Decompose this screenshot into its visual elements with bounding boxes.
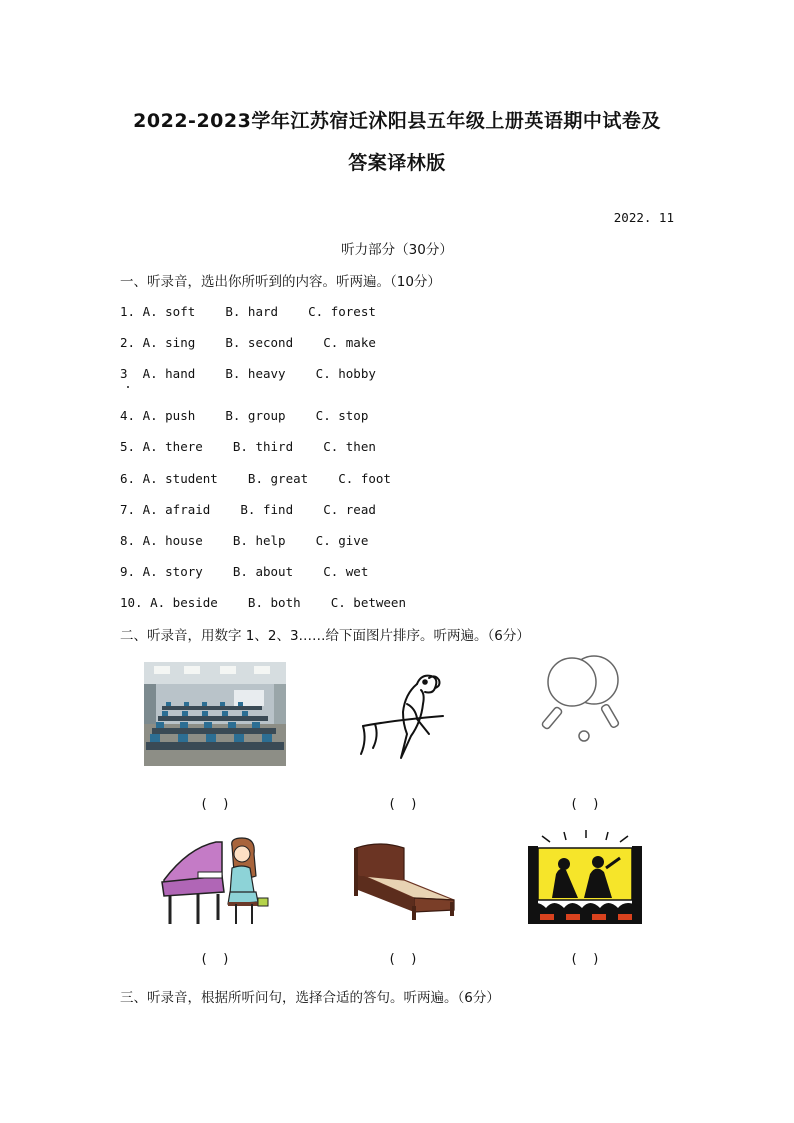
answer-blank-5[interactable]: ( ) [389,952,417,967]
listening-header: 听力部分（30分） [341,242,453,258]
question-4: 4. A. push B. group C. stop [120,408,369,423]
bed-picture [350,840,458,922]
title-line-2: 答案译林版 [348,152,446,174]
answer-blank-2[interactable]: ( ) [389,797,417,812]
section3-heading: 三、听录音，根据所听问句，选择合适的答句。听两遍。（6分） [120,990,500,1006]
title-line-1: 2022-2023学年江苏宿迁沭阳县五年级上册英语期中试卷及 [133,110,661,132]
question-3-dot [127,386,129,388]
question-8: 8. A. house B. help C. give [120,533,369,548]
question-1: 1. A. soft B. hard C. forest [120,304,376,319]
parrot-picture [355,664,447,762]
question-6: 6. A. student B. great C. foot [120,471,391,486]
question-7: 7. A. afraid B. find C. read [120,502,376,517]
ping-pong-picture [538,652,630,744]
section2-heading: 二、听录音，用数字 1、2、3……给下面图片排序。听两遍。（6分） [120,628,530,644]
piano-girl-picture [158,836,270,928]
cinema-picture [524,828,646,928]
question-3: 3 A. hand B. heavy C. hobby [120,366,376,381]
question-5: 5. A. there B. third C. then [120,439,376,454]
computer-room-picture [144,662,286,766]
question-10: 10. A. beside B. both C. between [120,595,406,610]
section1-heading: 一、听录音，选出你所听到的内容。听两遍。（10分） [120,274,441,290]
answer-blank-1[interactable]: ( ) [201,797,229,812]
answer-blank-4[interactable]: ( ) [201,952,229,967]
answer-blank-3[interactable]: ( ) [571,797,599,812]
question-2: 2. A. sing B. second C. make [120,335,376,350]
question-9: 9. A. story B. about C. wet [120,564,369,579]
answer-blank-6[interactable]: ( ) [571,952,599,967]
exam-date: 2022. 11 [613,210,674,225]
